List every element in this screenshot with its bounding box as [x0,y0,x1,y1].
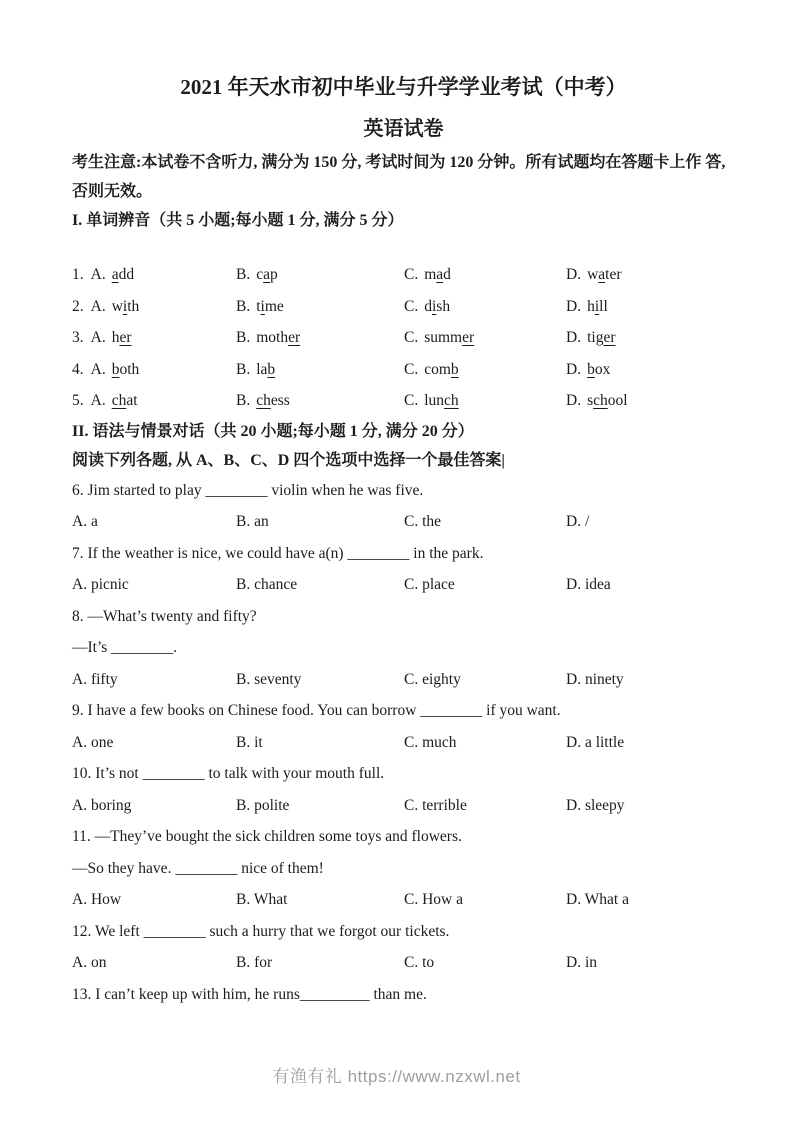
section2-heading: II. 语法与情景对话（共 20 小题;每小题 1 分, 满分 20 分） [72,422,474,440]
footer-watermark: 有渔有礼 https://www.nzxwl.net [272,1067,521,1086]
options-row [72,884,735,916]
option-label: C. [404,329,419,346]
option-word [112,329,132,346]
option-word [587,298,608,315]
option-a: A. fifty [72,670,118,688]
question-line: 7. If the weather is nice, we could have a(n) ________ in the park. [72,544,484,562]
option-label: B. [236,329,251,346]
option-d: D. idea [566,576,611,593]
option-label: C. [404,297,419,315]
option-label: D. [566,297,582,315]
option-label: C. [404,360,419,378]
section2-instruction: 阅读下列各题, 从 A、B、C、D 四个选项中选择一个最佳答案| [72,451,505,469]
option-d: D. in [566,954,597,971]
underlined-letters: er [603,329,616,346]
underlined-letters: er [462,329,475,346]
option-word [424,298,450,315]
underlined-letters: b [267,360,276,378]
option-word [587,392,628,409]
underlined-letters: i [122,297,128,315]
option-c [404,322,566,354]
option-c: C. How a [404,891,463,908]
option-b: B. polite [236,796,290,814]
option-b: B. seventy [236,670,302,688]
option-b [236,354,404,386]
option-label: A. [90,392,106,409]
word-post: me [264,297,284,315]
option-c: C. terrible [404,796,467,814]
word-pre: la [256,360,268,378]
option-word [112,392,138,409]
option-a: A. picnic [72,576,129,593]
word-pre: summ [424,329,463,346]
word-row [72,354,735,386]
option-a: A. How [72,891,122,908]
word-row [72,385,735,417]
options-row [72,727,735,759]
option-word [587,329,615,346]
word-pre: tig [587,329,604,346]
page-subtitle: 英语试卷 [363,118,444,140]
option-word [424,392,458,409]
option-word [256,298,284,315]
option-c: C. place [404,576,455,593]
underlined-letters: ch [256,392,271,409]
option-label: C. [404,266,419,283]
option-label: A. [90,329,106,346]
option-word [424,329,474,346]
option-word [424,361,458,378]
option-label: B. [236,297,251,315]
option-c [404,354,566,386]
option-c [404,259,566,291]
option-d: D. / [566,513,590,530]
word-row [72,291,735,323]
word-pre: c [256,266,264,283]
question-line: 12. We left ________ such a hurry that we forgot our tickets. [72,922,450,940]
question-number: 5. [72,392,84,409]
word-pre: h [587,297,595,315]
question-line: 10. It’s not ________ to talk with your mouth full. [72,765,385,782]
option-b [236,259,404,291]
option-a [72,385,236,417]
word-post: d [443,266,451,283]
word-post: th [127,297,140,315]
option-label: A. [90,266,106,283]
underlined-letters: er [288,329,301,346]
option-label: D. [566,360,582,378]
question-line: —So they have. ________ nice of them! [72,859,324,877]
option-a: A. one [72,733,114,751]
word-pre: t [256,297,261,315]
word-pre: w [587,266,599,283]
question-line: 13. I can’t keep up with him, he runs_________ than me. [72,985,427,1003]
option-b: B. an [236,513,269,530]
option-word [587,266,621,283]
word-pre: s [587,392,594,409]
option-d: D. ninety [566,670,624,688]
options-row [72,790,735,822]
option-a [72,354,236,386]
question-number: 1. [72,266,84,283]
word-post: ter [605,266,622,283]
option-word [112,361,140,378]
underlined-letters: ch [593,392,608,409]
word-post: at [126,392,138,409]
underlined-letters: i [260,297,265,315]
word-pre: com [424,360,451,378]
word-row [72,322,735,354]
question-line: 8. —What’s twenty and fifty? [72,607,257,625]
word-pre: h [111,329,120,346]
section1-heading: I. 单词辨音（共 5 小题;每小题 1 分, 满分 5 分） [72,212,404,229]
option-b: B. chance [236,576,298,593]
option-c: C. eighty [404,670,461,688]
underlined-letters: b [587,360,595,378]
option-d [566,354,735,386]
option-d: D. a little [566,733,625,751]
word-pre: w [111,297,123,315]
underlined-letters: i [594,297,600,315]
option-c: C. the [404,513,442,530]
word-pre: d [424,297,432,315]
option-a: A. a [72,513,98,530]
option-word [256,329,300,346]
option-label: A. [90,360,106,378]
question-line: —It’s ________. [72,639,178,656]
option-word [256,266,278,283]
word-row [72,259,735,291]
question-line: 11. —They’ve bought the sick children some toys and flowers. [72,828,462,845]
question-line: 6. Jim started to play ________ violin when he was five. [72,481,424,499]
option-word [112,266,134,283]
word-pre: m [424,266,437,283]
options-row [72,947,735,979]
word-pre: lun [424,392,445,409]
option-a: A. on [72,954,107,971]
word-post: oth [119,360,140,378]
option-word [424,266,451,283]
option-b [236,385,404,417]
options-row [72,569,735,601]
word-post: dd [118,266,135,283]
word-post: p [270,266,278,283]
word-post: ox [594,360,611,378]
option-b: B. it [236,733,263,751]
word-pre: moth [256,329,289,346]
option-c [404,291,566,323]
option-d [566,385,735,417]
options-row [72,506,735,538]
underlined-letters: a [111,266,119,283]
option-label: D. [566,266,582,283]
question-number: 4. [72,360,84,378]
option-c: C. to [404,954,435,971]
word-post: sh [436,297,451,315]
option-label: D. [566,392,582,409]
word-post: ll [599,297,608,315]
notice-line: 考生注意:本试卷不含听力, 满分为 150 分, 考试时间为 120 分钟。所有试题均在答题卡上作 答, [72,154,726,171]
option-word [587,361,610,378]
option-d [566,322,735,354]
option-a [72,291,236,323]
underlined-letters: i [431,297,437,315]
option-d [566,259,735,291]
option-label: A. [90,297,106,315]
option-label: B. [236,266,251,283]
option-label: C. [404,392,419,409]
option-b [236,322,404,354]
option-c: C. much [404,733,457,751]
option-d: D. sleepy [566,796,625,814]
option-a: A. boring [72,796,132,814]
underlined-letters: a [598,266,606,283]
word-post: ess [270,392,290,409]
notice-line: 否则无效。 [72,183,153,200]
option-word [256,392,290,409]
page-title: 2021 年天水市初中毕业与升学学业考试（中考） [180,75,627,99]
question-number: 3. [72,329,84,346]
option-label: B. [236,392,251,409]
question-line: 9. I have a few books on Chinese food. You can borrow ________ if you want. [72,702,561,719]
word-post: ool [607,392,628,409]
option-b: B. for [236,954,273,971]
option-word [256,361,275,378]
option-word [112,298,140,315]
option-d [566,291,735,323]
underlined-letters: er [119,329,132,346]
underlined-letters: ch [444,392,459,409]
option-label: B. [236,360,251,378]
option-a [72,259,236,291]
option-d: D. What a [566,891,629,908]
underlined-letters: b [450,360,459,378]
option-b: B. What [236,891,288,908]
option-a [72,322,236,354]
option-c [404,385,566,417]
underlined-letters: b [111,360,120,378]
exam-notice [72,148,735,206]
option-label: D. [566,329,582,346]
underlined-letters: a [436,266,444,283]
options-row [72,664,735,696]
option-b [236,291,404,323]
underlined-letters: ch [111,392,127,409]
question-number: 2. [72,297,84,315]
underlined-letters: a [263,266,270,283]
